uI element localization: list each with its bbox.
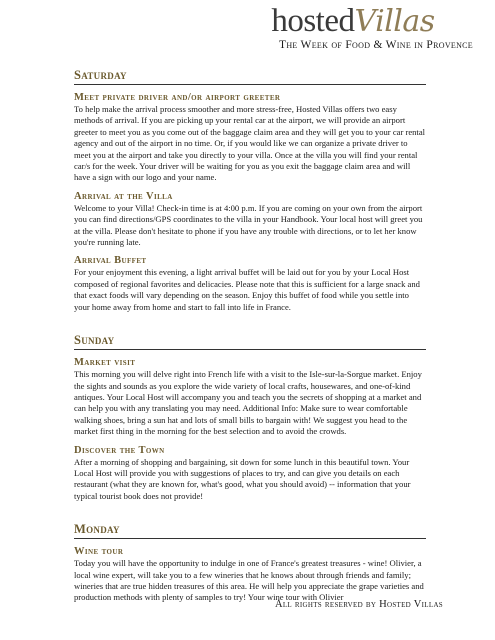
day-sunday: [74, 333, 426, 502]
section-body: To help make the arrival process smoother and more stress-free, Hosted Villas offers two easy methods of arrival. If you are picking up your rental car at the airport, we will provide an airport greeter to meet you as you come out of the baggage claim area and they will get you to your car rental agency and out of the airport in no time. Or, if you would like we can organize a private driver to meet you at the airport and take you directly to your villa. Once at the villa you will find your rental car/s for the week. Your driver will be waiting for you as you exit the baggage claim area and will have a sign with our logo and your name.: [74, 104, 426, 183]
section-body: Today you will have the opportunity to indulge in one of France's greatest treasures - wine! Olivier, a local wine expert, will take you to a few wineries that he knows about through friends and family; wineries that are true hidden treasures of this area. He will help you appreciate the grape varieties and production methods with plenty of samples to try! Your wine tour with Olivier: [74, 558, 424, 603]
section-title: Wine tour: [74, 546, 124, 558]
tagline: The Week of Food & Wine in Provence: [279, 39, 473, 51]
day-monday: [74, 522, 426, 604]
logo-word-villas: Villas: [354, 4, 435, 39]
section-body: Welcome to your Villa! Check-in time is at 4:00 p.m. If you are coming on your own from the airport you can find directions/GPS coordinates to the villa in your Handbook. Your local host will greet you at the villa. Please don't hesitate to phone if you have any trouble with directions, or to let her know you're running late.: [74, 202, 423, 248]
section-title: Arrival Buffet: [74, 255, 147, 267]
section-title: Discover the Town: [74, 444, 165, 456]
day-saturday: [74, 68, 426, 313]
itinerary-body: [74, 66, 426, 604]
section: [74, 255, 426, 313]
section: [74, 357, 426, 437]
day-heading: Saturday: [74, 68, 426, 85]
day-heading: Monday: [74, 522, 426, 539]
hosted-villas-logo: [243, 4, 463, 39]
section: [74, 445, 426, 503]
section-title: Market visit: [74, 357, 136, 369]
section-body: For your enjoyment this evening, a light arrival buffet will be laid out for you by your Local Host composed of regional favorites and delicacies. Please note that this is sufficient for a large snack and that exact foods will vary depending on the season. Enjoy this buffet of food while you settle into your home away from home and start to fall into life in France.: [74, 267, 420, 312]
section-body: After a morning of shopping and bargaining, sit down for some lunch in this beautiful town. Your Local Host will provide you with suggestions of places to try, and can give you details on each restaurant (what they are known for, what's good, what you should avoid) -- information that your typical tourist book does not provide!: [74, 456, 411, 501]
footer-copyright: All rights reserved by Hosted Villas: [274, 599, 443, 610]
day-heading: Sunday: [74, 333, 426, 350]
section: [74, 546, 426, 604]
section: [74, 191, 426, 249]
section-title: Meet private driver and/or airport greeter: [74, 92, 281, 103]
logo-word-hosted: hosted: [271, 3, 355, 39]
section: [74, 92, 426, 184]
section-body: This morning you will delve right into French life with a visit to the Isle-sur-la-Sorgue market. Enjoy the sights and sounds as you explore the wide variety of local crafts, housewares, and one-of-kind antiques. Your Local Host will accompany you and teach you the secrets of shopping at a market and can help you with any translating you may need. Additional Info: Make sure to wear comfortable walking shoes, bring a sun hat and lots of small bills to bargain with! We suggest you head to the market first thing in the morning for the best selection and to avoid the crowds.: [74, 369, 422, 437]
section-title: Arrival at the Villa: [74, 190, 173, 202]
page-header: [0, 4, 495, 52]
